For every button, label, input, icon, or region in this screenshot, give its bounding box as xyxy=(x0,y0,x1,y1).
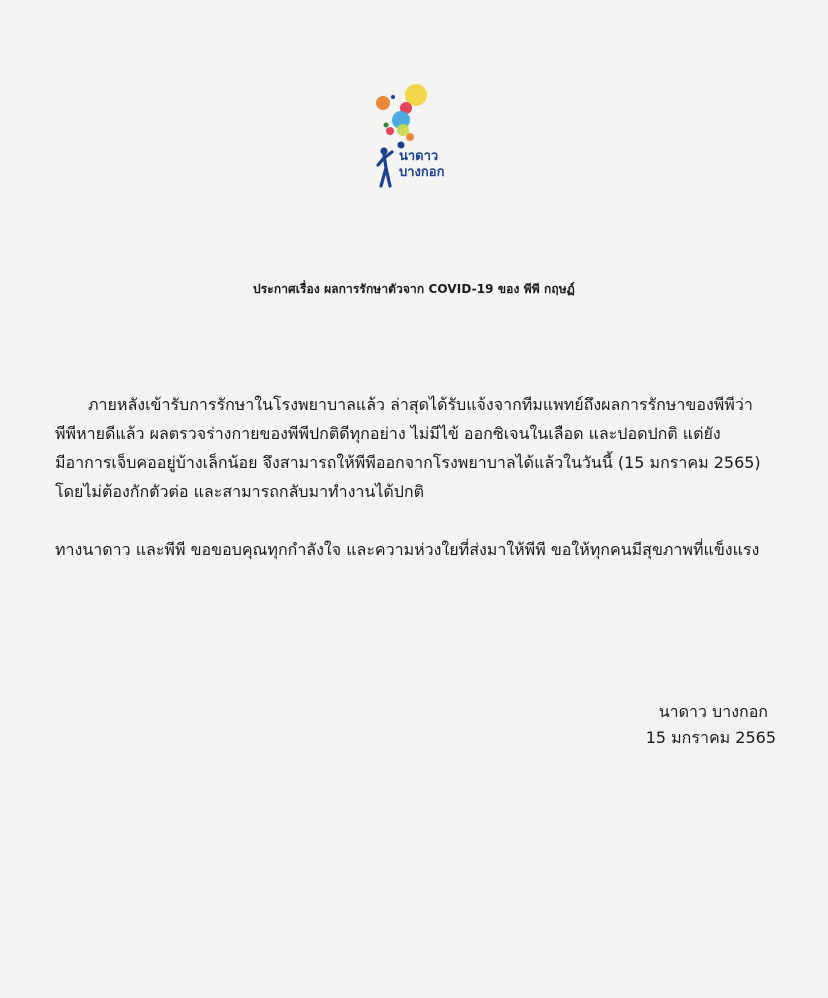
signature-name: นาดาว บางกอก xyxy=(658,702,768,721)
announcement-title: ประกาศเรื่อง ผลการรักษาตัวจาก COVID-19 ของ พีพี กฤษฏ์ xyxy=(253,282,575,296)
paragraph1-line1: ภายหลังเข้ารับการรักษาในโรงพยาบาลแล้ว ล่าสุดได้รับแจ้งจากทีมแพทย์ถึงผลการรักษาของพีพีว่า xyxy=(88,395,753,414)
paragraph1-line4: โดยไม่ต้องกักตัวต่อ และสามารถกลับมาทำงานได้ปกติ xyxy=(55,482,424,501)
paragraph1-line3: มีอาการเจ็บคออยู่บ้างเล็กน้อย จึงสามารถให้พีพีออกจากโรงพยาบาลได้แล้วในวันนี้ (15 มกราคม 2565) xyxy=(55,453,761,472)
nadao-bangkok-logo xyxy=(372,78,462,190)
paragraph2: ทางนาดาว และพีพี ขอขอบคุณทุกกำลังใจ และความห่วงใยที่ส่งมาให้พีพี ขอให้ทุกคนมีสุขภาพที่แข็งแรง xyxy=(55,540,760,559)
signature-date: 15 มกราคม 2565 xyxy=(645,728,776,747)
logo-text-line1: นาดาว xyxy=(399,149,439,164)
logo-text-line2: บางกอก xyxy=(399,165,445,180)
paragraph1-line2: พีพีหายดีแล้ว ผลตรวจร่างกายของพีพีปกติดีทุกอย่าง ไม่มีไข้ ออกซิเจนในเลือด และปอดปกติ แต่ยัง xyxy=(55,424,721,443)
